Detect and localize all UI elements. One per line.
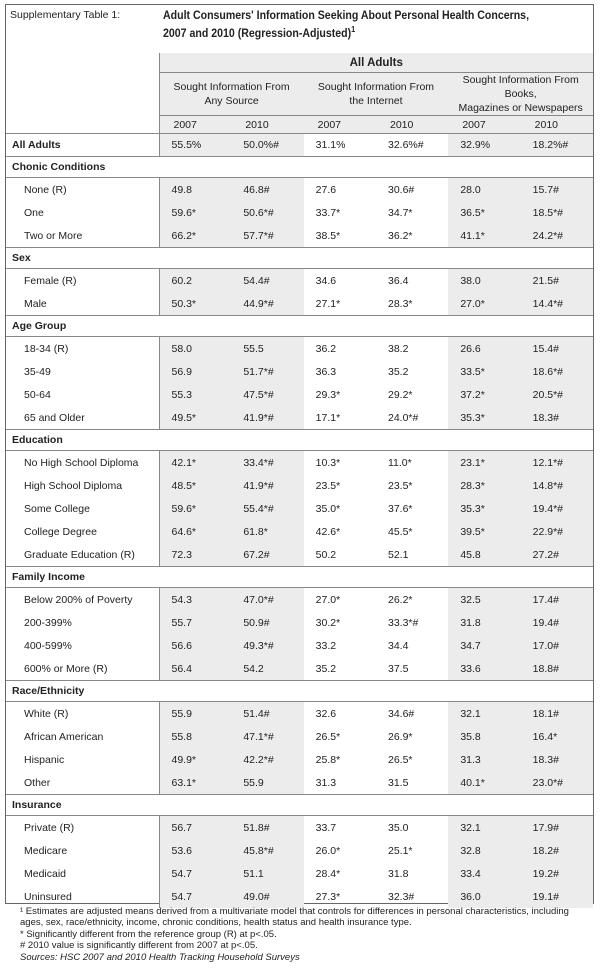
value-cell: 24.0*# [387, 411, 419, 424]
value-cell: 55.8 [159, 725, 231, 748]
value-cell: 32.1 [448, 702, 520, 726]
blank-cell [6, 53, 159, 73]
value-cell: 31.8 [387, 867, 409, 880]
row-label: 200-399% [24, 616, 72, 629]
group2-line2: the Internet [349, 95, 403, 107]
table-row [6, 337, 593, 361]
value-cell: 34.7* [387, 206, 413, 219]
value-cell: 35.0 [387, 821, 409, 834]
section-title: Chonic Conditions [6, 157, 593, 178]
group3-line1: Sought Information From Books, [462, 74, 579, 100]
row-label: One [24, 206, 44, 219]
table-row [6, 839, 593, 862]
value-cell: 55.3 [159, 383, 231, 406]
value-cell: 18.1# [521, 702, 593, 726]
section-header-row [6, 795, 593, 816]
value-cell: 17.4# [521, 588, 593, 612]
table-header-row [6, 5, 593, 53]
value-cell: 26.5* [387, 753, 413, 766]
blank-cell [6, 116, 159, 134]
row-label: African American [24, 730, 104, 743]
value-cell: 40.1* [448, 771, 520, 795]
value-cell: 31.3 [315, 776, 337, 789]
section-title: Insurance [6, 795, 593, 816]
value-cell: 59.6* [159, 497, 231, 520]
table-row [6, 611, 593, 634]
supp-label: Supplementary Table 1: [10, 9, 121, 21]
group1-line2: Any Source [204, 95, 259, 107]
value-cell: 56.4 [159, 657, 231, 681]
section-header-row [6, 681, 593, 702]
value-cell: 55.7 [159, 611, 231, 634]
value-cell: 36.0 [448, 885, 520, 908]
table-row [6, 657, 593, 681]
value-cell: 49.5* [159, 406, 231, 430]
table-row [6, 292, 593, 316]
value-cell: 55.4*# [231, 497, 303, 520]
row-label: Other [24, 776, 51, 789]
value-cell: 23.5* [315, 479, 341, 492]
row-label: White (R) [24, 707, 69, 720]
table-row [6, 269, 593, 293]
value-cell: 34.6 [315, 274, 337, 287]
value-cell: 28.0 [448, 178, 520, 202]
value-cell: 18.3# [521, 406, 593, 430]
year-header: 2007 [304, 116, 376, 134]
value-cell: 50.2 [315, 548, 337, 561]
value-cell: 29.3* [315, 388, 341, 401]
value-cell: 32.6 [315, 707, 337, 720]
value-cell: 34.7 [448, 634, 520, 657]
value-cell: 55.9 [231, 771, 303, 795]
value-cell: 32.8 [448, 839, 520, 862]
row-label: Below 200% of Poverty [24, 593, 133, 606]
value-cell: 56.9 [159, 360, 231, 383]
row-label: Some College [24, 502, 90, 515]
value-cell: 72.3 [159, 543, 231, 567]
year-header: 2007 [448, 116, 520, 134]
table-row [6, 725, 593, 748]
value-cell: 46.8# [231, 178, 303, 202]
row-label: All Adults [12, 139, 61, 151]
value-cell: 42.2*# [231, 748, 303, 771]
value-cell: 27.0* [448, 292, 520, 316]
value-cell: 17.0# [521, 634, 593, 657]
table-row [6, 497, 593, 520]
table-row [6, 771, 593, 795]
year-header: 2007 [159, 116, 231, 134]
value-cell: 36.2* [387, 229, 413, 242]
value-cell: 33.6 [448, 657, 520, 681]
group2-line1: Sought Information From [317, 81, 435, 93]
value-cell: 31.3 [448, 748, 520, 771]
value-cell: 33.2 [315, 639, 337, 652]
value-cell: 41.9*# [231, 406, 303, 430]
group-header-internet [304, 73, 449, 116]
value-cell: 26.9* [387, 730, 413, 743]
value-cell: 51.4# [231, 702, 303, 726]
group-header-any-source [159, 73, 304, 116]
value-cell: 28.3* [387, 297, 413, 310]
table-title-text: Adult Consumers' Information Seeking About Personal Health Concerns, 2007 and 2010 (Regression-Adjusted) [163, 10, 530, 40]
value-cell: 54.7 [159, 862, 231, 885]
value-cell: 27.3* [315, 890, 341, 903]
row-label: No High School Diploma [24, 456, 139, 469]
value-cell: 37.6* [387, 502, 413, 515]
row-label: Male [24, 297, 47, 310]
value-cell: 55.9 [159, 702, 231, 726]
value-cell: 21.5# [521, 269, 593, 293]
value-cell: 19.2# [521, 862, 593, 885]
year-header-row [6, 116, 593, 134]
value-cell: 45.5* [387, 525, 413, 538]
value-cell: 15.4# [521, 337, 593, 361]
table-row [6, 451, 593, 475]
value-cell: 33.4 [448, 862, 520, 885]
value-cell: 56.6 [159, 634, 231, 657]
value-cell: 49.8 [159, 178, 231, 202]
value-cell: 41.1* [448, 224, 520, 248]
value-cell: 25.1* [387, 844, 413, 857]
value-cell: 54.3 [159, 588, 231, 612]
value-cell: 54.2 [231, 657, 303, 681]
footnote-source: Sources: HSC 2007 and 2010 Health Tracking Household Surveys [20, 951, 300, 963]
supplementary-table [6, 5, 593, 908]
value-cell: 67.2# [231, 543, 303, 567]
footnote-3: # 2010 value is significantly different from 2007 at p<.05. [20, 940, 258, 952]
table-row [6, 816, 593, 840]
value-cell: 38.2 [387, 342, 409, 355]
value-cell: 26.6 [448, 337, 520, 361]
value-cell: 32.6%# [387, 139, 424, 151]
row-label: 50-64 [24, 388, 51, 401]
row-label: College Degree [24, 525, 97, 538]
value-cell: 28.4* [315, 867, 341, 880]
value-cell: 49.3*# [231, 634, 303, 657]
value-cell: 36.2 [315, 342, 337, 355]
value-cell: 61.8* [231, 520, 303, 543]
value-cell: 17.9# [521, 816, 593, 840]
all-adults-row [6, 134, 593, 157]
row-label: Two or More [24, 229, 83, 242]
value-cell: 17.1* [315, 411, 341, 424]
row-label: Medicare [24, 844, 68, 857]
value-cell: 50.6*# [231, 201, 303, 224]
footnote-2: * Significantly different from the reference group (R) at p<.05. [20, 928, 277, 940]
title-footnote-marker: 1 [351, 25, 356, 34]
value-cell: 38.5* [315, 229, 341, 242]
value-cell: 51.1 [231, 862, 303, 885]
value-cell: 32.5 [448, 588, 520, 612]
value-cell: 14.8*# [521, 474, 593, 497]
section-header-row [6, 567, 593, 588]
table-row [6, 224, 593, 248]
table-title [163, 9, 555, 41]
value-cell: 45.8 [448, 543, 520, 567]
value-cell: 59.6* [159, 201, 231, 224]
value-cell: 55.5 [231, 337, 303, 361]
value-cell: 31.8 [448, 611, 520, 634]
value-cell: 30.6# [387, 183, 415, 196]
value-cell: 47.1*# [231, 725, 303, 748]
value-cell: 33.4*# [231, 451, 303, 475]
group-header-row [6, 73, 593, 116]
value-cell: 18.6*# [521, 360, 593, 383]
value-cell: 23.1* [448, 451, 520, 475]
table-row [6, 885, 593, 908]
group3-line2: Magazines or Newspapers [458, 102, 583, 114]
row-label: 600% or More (R) [24, 662, 108, 675]
value-cell: 35.2 [315, 662, 337, 675]
table-row [6, 543, 593, 567]
value-cell: 14.4*# [521, 292, 593, 316]
value-cell: 32.1 [448, 816, 520, 840]
table-row [6, 201, 593, 224]
group-header-books [448, 73, 593, 116]
value-cell: 26.5* [315, 730, 341, 743]
value-cell: 18.3# [521, 748, 593, 771]
value-cell: 37.5 [387, 662, 409, 675]
value-cell: 50.9# [231, 611, 303, 634]
year-header: 2010 [231, 116, 303, 134]
table-row [6, 520, 593, 543]
value-cell: 48.5* [159, 474, 231, 497]
value-cell: 35.0* [315, 502, 341, 515]
value-cell: 58.0 [159, 337, 231, 361]
row-label: 18-34 (R) [24, 342, 69, 355]
value-cell: 54.4# [231, 269, 303, 293]
value-cell: 19.1# [521, 885, 593, 908]
value-cell: 41.9*# [231, 474, 303, 497]
table-row [6, 474, 593, 497]
section-header-row [6, 157, 593, 178]
value-cell: 52.1 [387, 548, 409, 561]
value-cell: 54.7 [159, 885, 231, 908]
value-cell: 47.0*# [231, 588, 303, 612]
value-cell: 33.7* [315, 206, 341, 219]
value-cell: 53.6 [159, 839, 231, 862]
table-row [6, 702, 593, 726]
table-row [6, 862, 593, 885]
row-label: Graduate Education (R) [24, 548, 135, 561]
value-cell: 23.5* [387, 479, 413, 492]
row-label: 35-49 [24, 365, 51, 378]
value-cell: 26.2* [387, 593, 413, 606]
table-row [6, 748, 593, 771]
section-title: Education [6, 430, 593, 451]
table-row [6, 360, 593, 383]
value-cell: 18.2# [521, 839, 593, 862]
row-label: Medicaid [24, 867, 67, 880]
value-cell: 24.2*# [521, 224, 593, 248]
value-cell: 19.4*# [521, 497, 593, 520]
value-cell: 51.8# [231, 816, 303, 840]
value-cell: 47.5*# [231, 383, 303, 406]
section-header-row [6, 430, 593, 451]
value-cell: 27.2# [521, 543, 593, 567]
row-label: Uninsured [24, 890, 72, 903]
value-cell: 44.9*# [231, 292, 303, 316]
value-cell: 31.1% [315, 139, 346, 151]
value-cell: 18.8# [521, 657, 593, 681]
value-cell: 38.0 [448, 269, 520, 293]
value-cell: 18.5*# [521, 201, 593, 224]
value-cell: 10.3* [315, 456, 341, 469]
footnote-1: ¹ Estimates are adjusted means derived from a multivariate model that controls for differences in personal characteristics, including ages, sex, race/ethnicity, income, chronic conditions, health status and health insurance type. [20, 906, 569, 929]
value-cell: 51.7*# [231, 360, 303, 383]
value-cell: 23.0*# [521, 771, 593, 795]
section-header-row [6, 316, 593, 337]
value-cell: 34.4 [387, 639, 409, 652]
value-cell: 30.2* [315, 616, 341, 629]
value-cell: 35.2 [387, 365, 409, 378]
table-row [6, 406, 593, 430]
value-cell: 16.4* [521, 725, 593, 748]
value-cell: 66.2* [159, 224, 231, 248]
value-cell: 27.6 [315, 183, 337, 196]
value-cell: 15.7# [521, 178, 593, 202]
footnotes [20, 906, 580, 963]
value-cell: 28.3* [448, 474, 520, 497]
value-cell: 25.8* [315, 753, 341, 766]
value-cell: 35.3* [448, 406, 520, 430]
value-cell: 12.1*# [521, 451, 593, 475]
row-label: Female (R) [24, 274, 77, 287]
all-adults-header-row [6, 53, 593, 73]
year-header: 2010 [376, 116, 448, 134]
row-label: None (R) [24, 183, 67, 196]
value-cell: 29.2* [387, 388, 413, 401]
row-label: Hispanic [24, 753, 65, 766]
value-cell: 36.5* [448, 201, 520, 224]
value-cell: 35.3* [448, 497, 520, 520]
value-cell: 33.3*# [387, 616, 419, 629]
table-title-cell [159, 5, 593, 53]
value-cell: 37.2* [448, 383, 520, 406]
value-cell: 36.3 [315, 365, 337, 378]
value-cell: 11.0* [387, 456, 412, 469]
row-label: 400-599% [24, 639, 72, 652]
table-row [6, 588, 593, 612]
value-cell: 35.8 [448, 725, 520, 748]
blank-cell [6, 73, 159, 116]
section-header-row [6, 248, 593, 269]
row-label: Private (R) [24, 821, 75, 834]
value-cell: 33.5* [448, 360, 520, 383]
value-cell: 26.0* [315, 844, 341, 857]
value-cell: 55.5% [159, 134, 231, 157]
value-cell: 60.2 [159, 269, 231, 293]
value-cell: 57.7*# [231, 224, 303, 248]
value-cell: 32.3# [387, 890, 415, 903]
year-header: 2010 [521, 116, 593, 134]
section-title: Family Income [6, 567, 593, 588]
value-cell: 20.5*# [521, 383, 593, 406]
value-cell: 32.9% [448, 134, 520, 157]
table-row [6, 383, 593, 406]
value-cell: 27.0* [315, 593, 341, 606]
value-cell: 22.9*# [521, 520, 593, 543]
value-cell: 39.5* [448, 520, 520, 543]
table-row [6, 634, 593, 657]
row-label: High School Diploma [24, 479, 123, 492]
section-title: Sex [6, 248, 593, 269]
value-cell: 42.6* [315, 525, 341, 538]
value-cell: 42.1* [159, 451, 231, 475]
value-cell: 49.0# [231, 885, 303, 908]
value-cell: 31.5 [387, 776, 409, 789]
section-title: Age Group [6, 316, 593, 337]
value-cell: 63.1* [159, 771, 231, 795]
value-cell: 45.8*# [231, 839, 303, 862]
value-cell: 33.7 [315, 821, 337, 834]
value-cell: 18.2%# [521, 134, 593, 157]
value-cell: 50.0%# [231, 134, 303, 157]
value-cell: 19.4# [521, 611, 593, 634]
group1-line1: Sought Information From [173, 81, 290, 93]
row-label: 65 and Older [24, 411, 85, 424]
value-cell: 27.1* [315, 297, 341, 310]
value-cell: 34.6# [387, 707, 415, 720]
value-cell: 56.7 [159, 816, 231, 840]
section-title: Race/Ethnicity [6, 681, 593, 702]
all-adults-header: All Adults [159, 53, 593, 73]
value-cell: 50.3* [159, 292, 231, 316]
value-cell: 36.4 [387, 274, 409, 287]
table-row [6, 178, 593, 202]
value-cell: 64.6* [159, 520, 231, 543]
value-cell: 49.9* [159, 748, 231, 771]
